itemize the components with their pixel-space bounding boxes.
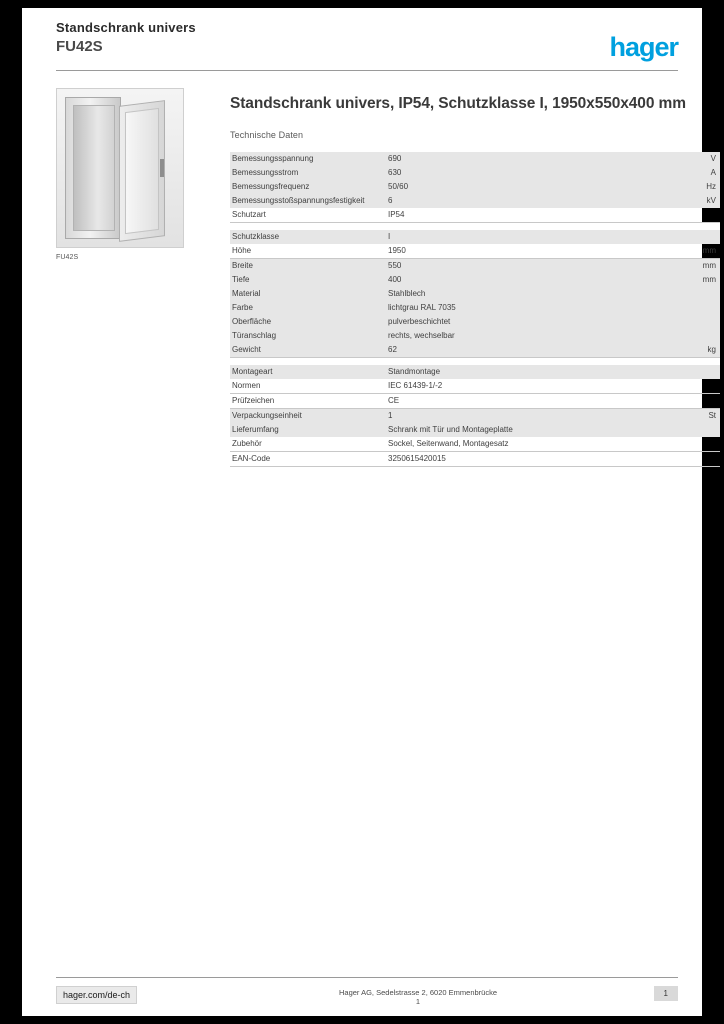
spec-value: lichtgrau RAL 7035 xyxy=(386,301,692,315)
table-row xyxy=(230,244,720,259)
spec-label: Prüfzeichen xyxy=(230,394,386,409)
product-caption: FU42S xyxy=(56,254,79,261)
spec-unit: A xyxy=(692,166,720,180)
spec-value: 630 xyxy=(386,166,692,180)
table-row xyxy=(230,273,720,287)
table-row xyxy=(230,409,720,424)
table-group-spacer xyxy=(230,223,720,231)
spec-unit xyxy=(692,452,720,467)
spec-label: Normen xyxy=(230,379,386,394)
spec-value: 1950 xyxy=(386,244,692,259)
spec-unit xyxy=(692,287,720,301)
enclosure-interior-shape xyxy=(73,105,115,231)
header-divider xyxy=(56,70,678,71)
document-header xyxy=(56,16,678,68)
table-row xyxy=(230,152,720,166)
table-row xyxy=(230,379,720,394)
spec-label: Höhe xyxy=(230,244,386,259)
spec-value: I xyxy=(386,230,692,244)
spec-value: 6 xyxy=(386,194,692,208)
spec-unit: St xyxy=(692,409,720,424)
spec-label: Tiefe xyxy=(230,273,386,287)
hager-logo: hager xyxy=(609,32,678,62)
table-row xyxy=(230,394,720,409)
spec-unit xyxy=(692,315,720,329)
footer-company-line: Hager AG, Sedelstrasse 2, 6020 Emmenbrücke xyxy=(339,988,497,997)
spec-label: Lieferumfang xyxy=(230,423,386,437)
table-row xyxy=(230,194,720,208)
spec-value: 400 xyxy=(386,273,692,287)
main-content xyxy=(230,88,716,467)
enclosure-photo xyxy=(56,88,184,248)
spec-unit: mm xyxy=(692,259,720,274)
spec-unit: mm xyxy=(692,273,720,287)
spec-unit xyxy=(692,329,720,343)
spec-label: Schutzklasse xyxy=(230,230,386,244)
spec-label: Zubehör xyxy=(230,437,386,452)
footer-company-info xyxy=(288,988,548,1006)
spec-unit xyxy=(692,423,720,437)
table-row xyxy=(230,315,720,329)
spec-label: Bemessungsstoßspannungsfestigkeit xyxy=(230,194,386,208)
spec-unit xyxy=(692,394,720,409)
document-subtitle: FU42S xyxy=(56,38,103,55)
spec-unit xyxy=(692,379,720,394)
spec-value: Schrank mit Tür und Montageplatte xyxy=(386,423,692,437)
spec-unit: kV xyxy=(692,194,720,208)
spec-label: Farbe xyxy=(230,301,386,315)
spec-label: EAN-Code xyxy=(230,452,386,467)
enclosure-door-shape xyxy=(119,100,165,242)
spec-unit xyxy=(692,230,720,244)
spec-label: Material xyxy=(230,287,386,301)
spec-value: 50/60 xyxy=(386,180,692,194)
spec-value: Sockel, Seitenwand, Montagesatz xyxy=(386,437,692,452)
spec-value: Standmontage xyxy=(386,365,692,379)
spec-unit: V xyxy=(692,152,720,166)
enclosure-handle-shape xyxy=(160,159,164,177)
table-row xyxy=(230,437,720,452)
table-row xyxy=(230,452,720,467)
spec-value: IEC 61439-1/-2 xyxy=(386,379,692,394)
footer-website-link[interactable]: hager.com/de-ch xyxy=(56,986,137,1004)
footer-divider xyxy=(56,977,678,978)
document-title: Standschrank univers xyxy=(56,20,196,35)
spec-label: Oberfläche xyxy=(230,315,386,329)
table-row xyxy=(230,208,720,223)
table-row xyxy=(230,423,720,437)
spec-value: 3250615420015 xyxy=(386,452,692,467)
spec-unit: kg xyxy=(692,343,720,358)
spec-value: 690 xyxy=(386,152,692,166)
document-footer xyxy=(56,982,678,1008)
spec-label: Bemessungsspannung xyxy=(230,152,386,166)
spec-label: Bemessungsstrom xyxy=(230,166,386,180)
document-page xyxy=(22,8,716,1016)
spec-label: Schutzart xyxy=(230,208,386,223)
table-row xyxy=(230,365,720,379)
spec-value: pulverbeschichtet xyxy=(386,315,692,329)
page-title: Standschrank univers, IP54, Schutzklasse I, 1950x550x400 mm xyxy=(230,95,686,112)
enclosure-body-shape xyxy=(65,97,121,239)
spec-unit xyxy=(692,365,720,379)
spec-label: Bemessungsfrequenz xyxy=(230,180,386,194)
enclosure-door-panel-shape xyxy=(125,108,159,234)
spec-value: rechts, wechselbar xyxy=(386,329,692,343)
spec-unit xyxy=(692,208,720,223)
spec-label: Türanschlag xyxy=(230,329,386,343)
table-row xyxy=(230,329,720,343)
table-row xyxy=(230,343,720,358)
table-group-spacer xyxy=(230,358,720,366)
spec-unit xyxy=(692,301,720,315)
spec-label: Montageart xyxy=(230,365,386,379)
footer-company-subline: 1 xyxy=(415,997,421,1006)
product-image-block xyxy=(56,88,206,261)
spec-value: Stahlblech xyxy=(386,287,692,301)
table-row xyxy=(230,166,720,180)
footer-page-number: 1 xyxy=(654,986,678,1001)
spec-label: Gewicht xyxy=(230,343,386,358)
section-heading-technical-data: Technische Daten xyxy=(230,130,304,140)
spec-unit: Hz xyxy=(692,180,720,194)
spec-value: 550 xyxy=(386,259,692,274)
technical-data-table xyxy=(230,152,720,467)
spec-value: 1 xyxy=(386,409,692,424)
table-row xyxy=(230,287,720,301)
table-row xyxy=(230,301,720,315)
table-row xyxy=(230,180,720,194)
table-row xyxy=(230,230,720,244)
spec-value: 62 xyxy=(386,343,692,358)
spec-label: Verpackungseinheit xyxy=(230,409,386,424)
spec-unit xyxy=(692,437,720,452)
spec-unit: mm xyxy=(692,244,720,259)
spec-value: CE xyxy=(386,394,692,409)
technical-data-body xyxy=(230,152,720,467)
spec-value: IP54 xyxy=(386,208,692,223)
table-row xyxy=(230,259,720,274)
spec-label: Breite xyxy=(230,259,386,274)
